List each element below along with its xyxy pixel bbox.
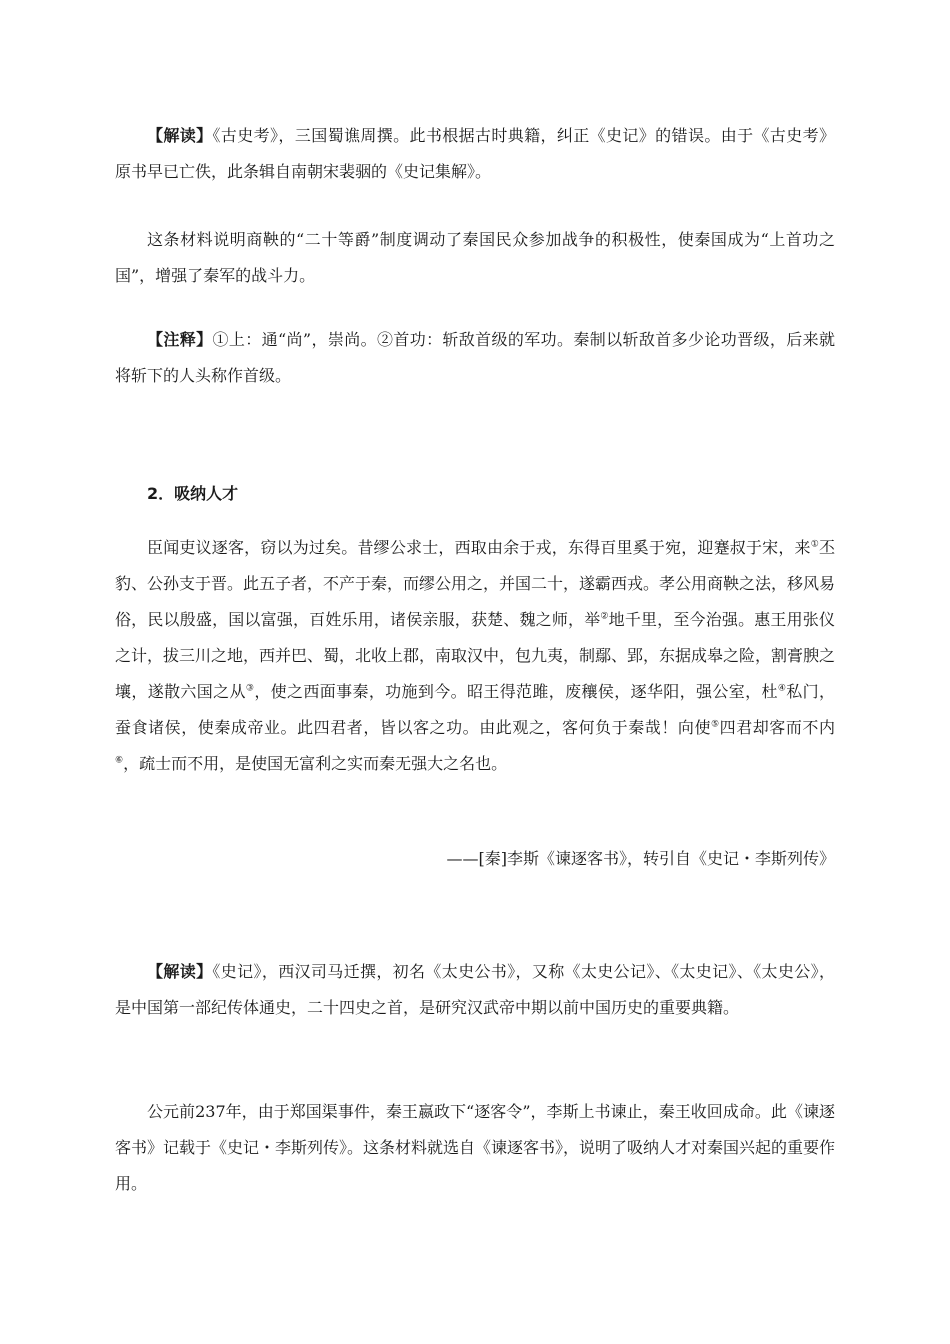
footnote-marker-2: ② xyxy=(600,611,609,622)
section-heading: 2．吸纳人才 xyxy=(147,484,239,503)
interpretation-text: 《史记》，西汉司马迁撰，初名《太史公书》，又称《太史公记》、《太史记》、《太史公》，是中国第一部纪传体通史，二十四史之首，是研究汉武帝中期以前中国历史的重要典籍。 xyxy=(115,962,835,1017)
interpretation-paragraph-2 xyxy=(115,954,835,1026)
interpretation-text: 《古史考》，三国蜀谯周撰。此书根据古时典籍，纠正《史记》的错误。由于《古史考》原书早已亡佚，此条辑自南朝宋裴骃的《史记集解》。 xyxy=(115,126,835,181)
quote-text: 臣闻吏议逐客，窃以为过矣。昔缪公求士，西取由余于戎，东得百里奚于宛，迎蹇叔于宋，来 xyxy=(147,538,811,557)
explanation-paragraph-2 xyxy=(115,1094,835,1202)
notes-label: 【注释】 xyxy=(147,330,213,349)
quote-text: 四君却客而不内 xyxy=(719,718,835,737)
explanation-paragraph-1 xyxy=(115,222,835,294)
quotation-source xyxy=(115,844,835,874)
quote-text: 丕豹、公孙支于晋。此五子者，不产于秦，而缪公用之，并国二十，遂霸西戎。孝公用商鞅之法，移风易俗，民以殷盛，国以富强，百姓乐用，诸侯亲服，获楚、魏之师，举 xyxy=(115,538,836,629)
notes-text: ①上：通“尚”，崇尚。②首功：斩敌首级的军功。秦制以斩敌首多少论功晋级，后来就将斩下的人头称作首级。 xyxy=(115,330,835,385)
source-citation: ——[秦]李斯《谏逐客书》，转引自《史记・李斯列传》 xyxy=(446,849,835,868)
quote-text: ，使之西面事秦，功施到今。昭王得范雎，废穰侯，逐华阳，强公室，杜 xyxy=(254,682,778,701)
quote-text: 私门，蚕食诸侯，使秦成帝业。此四君者，皆以客之功。由此观之，客何负于秦哉！向使 xyxy=(115,682,835,737)
footnote-marker-5: ⑤ xyxy=(711,719,720,730)
notes-paragraph xyxy=(115,322,835,394)
footnote-marker-6: ⑥ xyxy=(115,755,124,766)
footnote-marker-1: ① xyxy=(810,539,819,550)
footnote-marker-4: ④ xyxy=(777,683,787,694)
quote-text: ，疏士而不用，是使国无富利之实而秦无强大之名也。 xyxy=(123,754,508,773)
interpretation-label: 【解读】 xyxy=(147,962,213,981)
explanation-text: 公元前237年，由于郑国渠事件，秦王嬴政下“逐客令”，李斯上书谏止，秦王收回成命。此《谏逐客书》记载于《史记・李斯列传》。这条材料就选自《谏逐客书》，说明了吸纳人才对秦国兴起的重要作用。 xyxy=(115,1102,836,1193)
interpretation-label: 【解读】 xyxy=(147,126,213,145)
footnote-marker-3: ③ xyxy=(245,683,255,694)
interpretation-paragraph-1 xyxy=(115,118,835,190)
quotation-paragraph xyxy=(115,530,835,782)
quote-text: 地千里，至今治强。惠王用张仪之计，拔三川之地，西并巴、蜀，北收上郡，南取汉中，包九夷，制鄢、郢，东据成皋之险，割膏腴之壤，遂散六国之从 xyxy=(115,610,836,701)
explanation-text: 这条材料说明商鞅的“二十等爵”制度调动了秦国民众参加战争的积极性，使秦国成为“上首功之国”，增强了秦军的战斗力。 xyxy=(115,230,835,285)
